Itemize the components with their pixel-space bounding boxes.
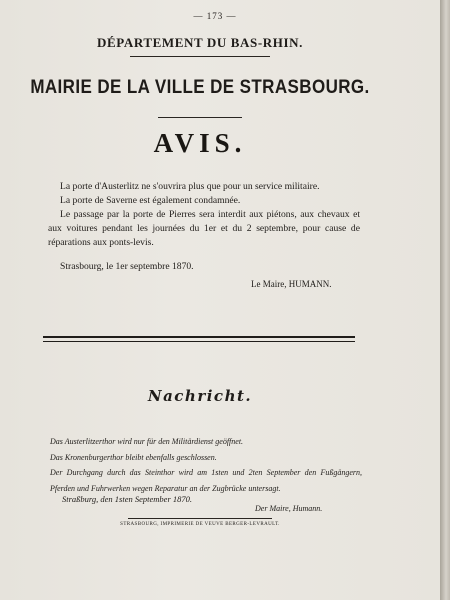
printer-line: STRASBOURG, IMPRIMERIE DE VEUVE BERGER-LEVRAULT. [120, 522, 280, 527]
german-paragraph: Der Durchgang durch das Steinthor wird am 1sten und 2ten September den Fußgängern, Pferden und Fuhrwerken wegen Reparatur an der Zugbrücke untersagt. [50, 468, 362, 493]
french-paragraph: La porte de Saverne est également condamnée. [60, 195, 241, 206]
divider-rule [130, 56, 270, 57]
french-paragraph: La porte d'Austerlitz ne s'ouvrira plus que pour un service militaire. [60, 181, 320, 192]
german-date: Straßburg, den 1sten September 1870. [62, 494, 193, 504]
section-separator [43, 336, 355, 338]
french-signature: Le Maire, HUMANN. [251, 279, 332, 289]
mairie-heading: MAIRIE DE LA VILLE DE STRASBOURG. [30, 75, 370, 98]
french-date: Strasbourg, le 1er septembre 1870. [60, 261, 194, 272]
section-separator [43, 341, 355, 342]
german-notice-body [50, 434, 362, 496]
page-edge [440, 0, 450, 600]
divider-rule [158, 117, 242, 118]
french-paragraph: Le passage par la porte de Pierres sera interdit aux piétons, aux chevaux et aux voitures pendant les journées du 1er et du 2 septembre, pour cause de réparations aux ponts-levis. [48, 209, 360, 248]
german-paragraph: Das Kronenburgerthor bleibt ebenfalls geschlossen. [50, 452, 217, 462]
german-notice-title: Nachricht. [147, 387, 253, 405]
notice-title: AVIS. [153, 128, 247, 158]
printer-rule [128, 518, 272, 519]
department-heading: DÉPARTEMENT DU BAS-RHIN. [97, 35, 303, 50]
german-signature: Der Maire, Humann. [255, 504, 323, 513]
french-notice-body [48, 180, 360, 250]
page-number: — 173 — [193, 11, 237, 21]
german-paragraph: Das Austerlitzerthor wird nur für den Militärdienst geöffnet. [50, 437, 244, 446]
